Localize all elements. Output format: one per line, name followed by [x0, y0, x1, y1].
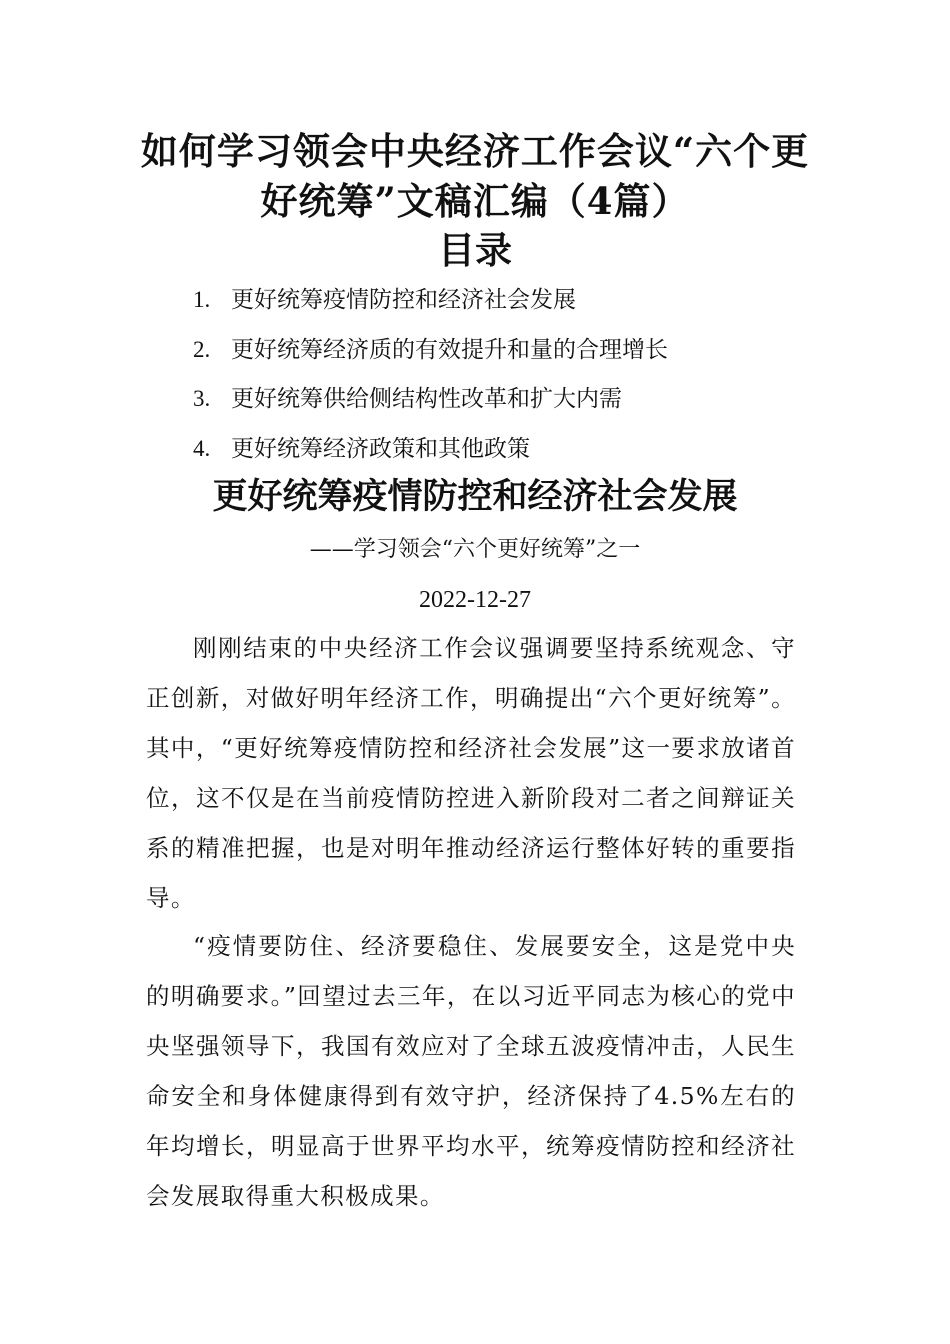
toc-heading: 目录 — [438, 228, 512, 272]
toc-item-number: 3. — [193, 386, 211, 412]
toc-item-text: 更好统筹供给侧结构性改革和扩大内需 — [231, 386, 622, 413]
toc-item-text: 更好统筹经济质的有效提升和量的合理增长 — [231, 336, 668, 363]
publish-date: 2022-12-27 — [419, 587, 531, 613]
table-of-contents — [193, 280, 668, 479]
toc-item-text: 更好统筹经济政策和其他政策 — [231, 436, 530, 463]
toc-item-text: 更好统筹疫情防控和经济社会发展 — [231, 287, 576, 313]
toc-item — [193, 280, 668, 330]
section-title: 更好统筹疫情防控和经济社会发展 — [212, 476, 738, 517]
toc-item — [193, 330, 668, 380]
document-title-line-2: 好统筹”文稿汇编（4篇） — [260, 179, 690, 223]
toc-item-number: 1. — [193, 287, 211, 312]
toc-item — [193, 379, 668, 429]
body-paragraph: 刚刚结束的中央经济工作会议强调要坚持系统观念、守正创新，对做好明年经济工作，明确提出“六个更好统筹”。其中，“更好统筹疫情防控和经济社会发展”这一要求放诸首位，这不仅是在当前疫情防控进入新阶段对二者之间辩证关系的精准把握，也是对明年推动经济运行整体好转的重要指导。 — [146, 634, 796, 912]
toc-item-number: 4. — [193, 436, 211, 462]
document-title-line-1: 如何学习领会中央经济工作会议“六个更 — [140, 129, 810, 173]
toc-item-number: 2. — [193, 336, 211, 362]
body-paragraph: “疫情要防住、经济要稳住、发展要安全，这是党中央的明确要求。”回望过去三年，在以习近平同志为核心的党中央坚强领导下，我国有效应对了全球五波疫情冲击，人民生命安全和身体健康得到有效守护，经济保持了4.5%左右的年均增长，明显高于世界平均水平，统筹疫情防控和经济社会发展取得重大积极成果。 — [146, 932, 796, 1210]
section-subtitle: ——学习领会“六个更好统筹”之一 — [309, 537, 641, 562]
